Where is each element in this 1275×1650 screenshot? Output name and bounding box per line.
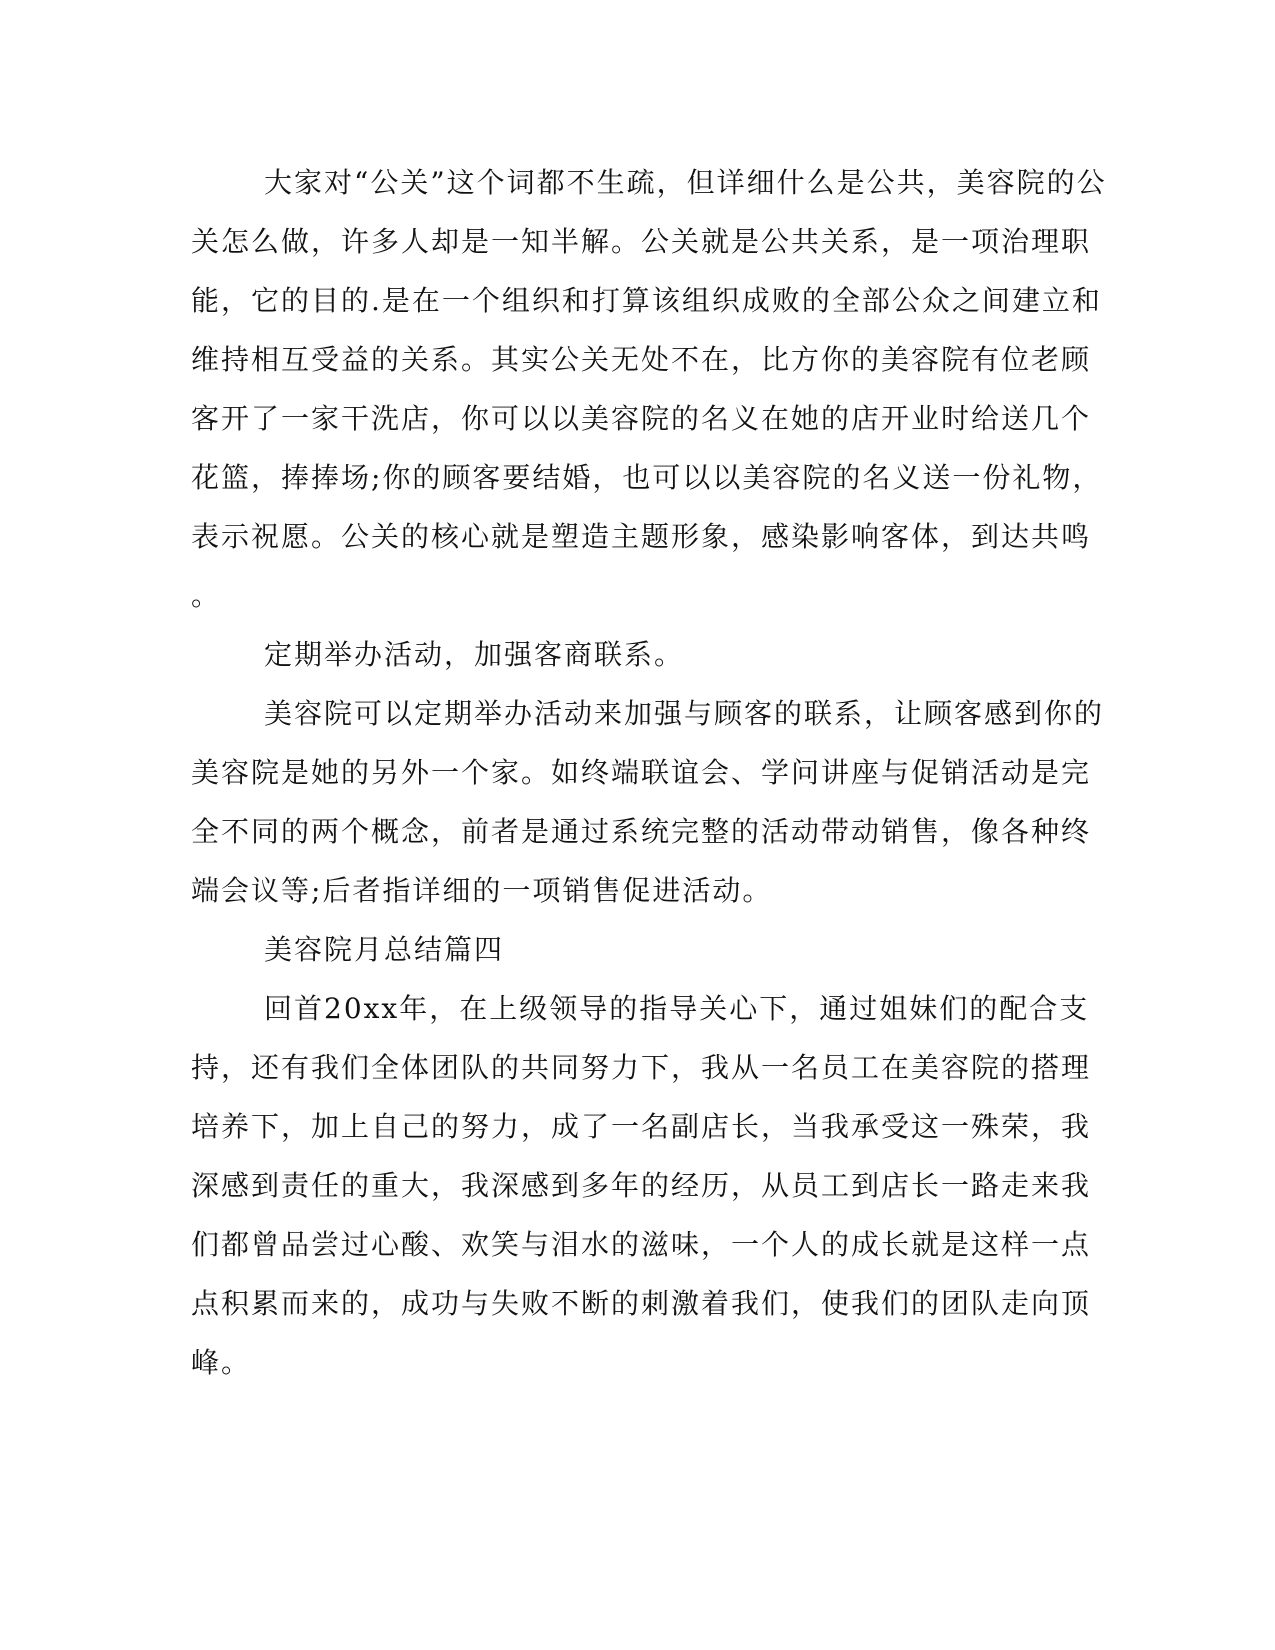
text-line: 全不同的两个概念，前者是通过系统完整的活动带动销售，像各种终 (191, 815, 1092, 848)
section-heading: 定期举办活动，加强客商联系。 (264, 638, 685, 671)
text-line: 美容院可以定期举办活动来加强与顾客的联系，让顾客感到你的 (264, 697, 1105, 730)
text-line: 峰。 (191, 1346, 252, 1379)
text-line: 关怎么做，许多人却是一知半解。公关就是公共关系，是一项治理职 (191, 225, 1092, 258)
text-line: 能，它的目的.是在一个组织和打算该组织成败的全部公众之间建立和 (191, 284, 1102, 317)
text-line: 深感到责任的重大，我深感到多年的经历，从员工到店长一路走来我 (191, 1169, 1092, 1202)
text-line: 端会议等;后者指详细的一项销售促进活动。 (191, 874, 773, 907)
text-line: 大家对“公关”这个词都不生疏，但详细什么是公共，美容院的公 (264, 166, 1107, 199)
text-line: 。 (191, 579, 222, 612)
text-line: 回首20xx年，在上级领导的指导关心下，通过姐妹们的配合支 (264, 992, 1090, 1025)
text-line: 培养下，加上自己的努力，成了一名副店长，当我承受这一殊荣，我 (191, 1110, 1092, 1143)
text-line: 维持相互受益的关系。其实公关无处不在，比方你的美容院有位老顾 (191, 343, 1092, 376)
text-line: 美容院是她的另外一个家。如终端联谊会、学问讲座与促销活动是完 (191, 756, 1092, 789)
text-line: 花篮，捧捧场;你的顾客要结婚，也可以以美容院的名义送一份礼物， (191, 461, 1103, 494)
text-line: 持，还有我们全体团队的共同努力下，我从一名员工在美容院的搭理 (191, 1051, 1092, 1084)
text-line: 客开了一家干洗店，你可以以美容院的名义在她的店开业时给送几个 (191, 402, 1092, 435)
text-line: 点积累而来的，成功与失败不断的刺激着我们，使我们的团队走向顶 (191, 1287, 1092, 1320)
section-heading: 美容院月总结篇四 (264, 933, 505, 966)
text-line: 们都曾品尝过心酸、欢笑与泪水的滋味，一个人的成长就是这样一点 (191, 1228, 1092, 1261)
text-line: 表示祝愿。公关的核心就是塑造主题形象，感染影响客体，到达共鸣 (191, 520, 1092, 553)
